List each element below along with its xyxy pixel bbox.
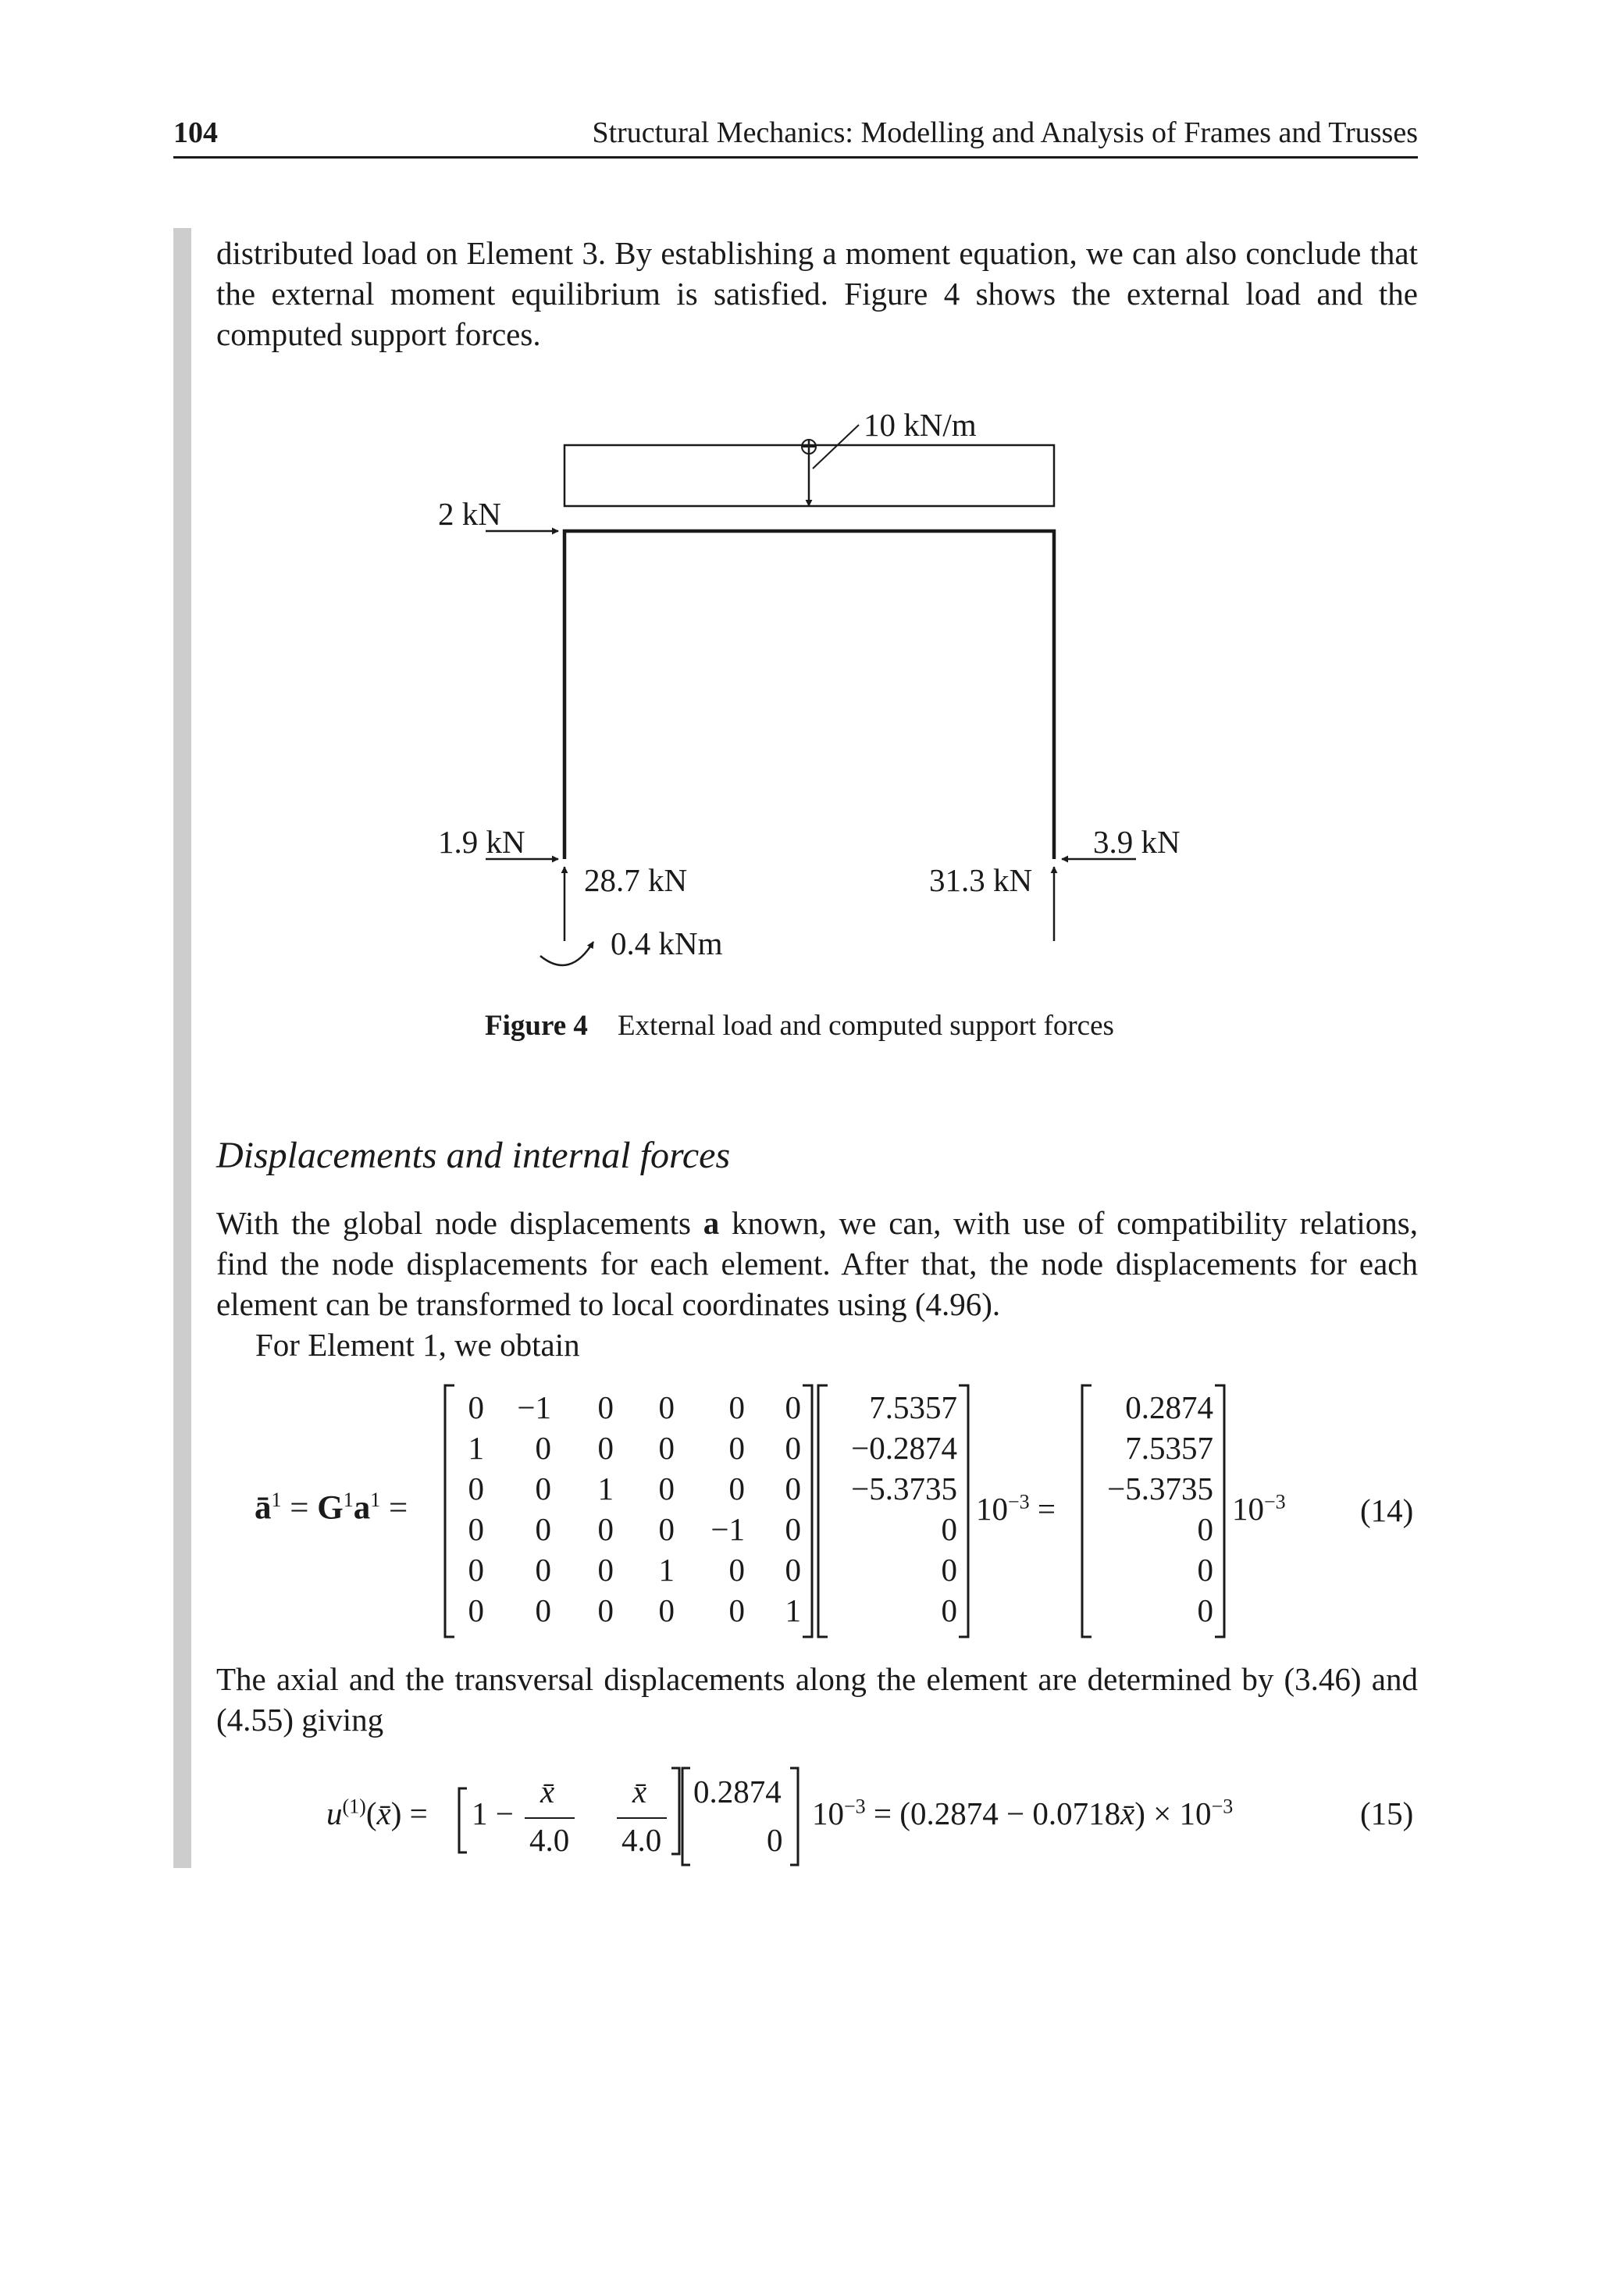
a-vector-cell: −5.3735 (851, 1471, 957, 1506)
g-matrix-cell: −1 (517, 1389, 551, 1425)
figure-caption-label: Figure 4 (485, 1010, 588, 1042)
g-matrix-cell: 0 (597, 1592, 614, 1628)
paragraph-displacements-part1: With the global node displacements (216, 1205, 703, 1241)
section-heading: Displacements and internal forces (216, 1135, 731, 1176)
g-matrix-cell: 1 (785, 1592, 801, 1628)
g-matrix-cell: 1 (658, 1552, 675, 1588)
paragraph-element1: For Element 1, we obtain (255, 1327, 580, 1363)
g-matrix-cell: 0 (535, 1430, 551, 1466)
g-matrix-cell: 0 (728, 1592, 745, 1628)
left-vertical-force-label: 28.7 kN (584, 862, 688, 898)
g-matrix-cell: 0 (468, 1471, 484, 1506)
paragraph-displacements-bold: a (703, 1205, 720, 1241)
g-matrix-cell: 0 (728, 1552, 745, 1588)
eq15-vector-0: 0.2874 (693, 1774, 782, 1809)
g-matrix-cell: 0 (785, 1552, 801, 1588)
g-matrix-cell: 0 (785, 1430, 801, 1466)
paragraph-displacements-part2: known, we can, with use of compatibility relations, find the node displacements for each element. After that, the node displacements for each element can be transformed to local coordinates using (4.96). (216, 1205, 1419, 1322)
result-vector-cell: 0 (1197, 1511, 1213, 1547)
g-matrix-cell: 0 (728, 1389, 745, 1425)
g-matrix-cell: 1 (597, 1471, 614, 1506)
figure-caption-text: External load and computed support forces (617, 1010, 1114, 1042)
eq15-result-tail: ) × 10 (1134, 1795, 1212, 1831)
result-vector-cell: 0 (1197, 1592, 1213, 1628)
eq15-result-exp: −3 (1211, 1795, 1234, 1818)
right-horizontal-force-label: 3.9 kN (1093, 824, 1181, 860)
a-vector-cell: 0 (941, 1552, 957, 1588)
running-title: Structural Mechanics: Modelling and Analysis of Frames and Trusses (592, 116, 1418, 149)
eq14-factor-exp-1: −3 (1008, 1490, 1030, 1513)
eq14-factor-exp-2: −3 (1264, 1490, 1286, 1513)
eq15-one: 1 − (472, 1795, 514, 1831)
a-vector-cell: −0.2874 (851, 1430, 957, 1466)
eq15-factor-exp: −3 (844, 1795, 866, 1818)
eq14-factor-base-2: 10 (1232, 1491, 1264, 1527)
g-matrix-cell: 0 (597, 1552, 614, 1588)
eq15-factor-base: 10 (812, 1795, 844, 1831)
g-matrix-cell: 0 (785, 1511, 801, 1547)
paragraph-axial-text: The axial and the transversal displacements along the element are determined by (3.46) and (4.55) giving (216, 1661, 1418, 1738)
page-number: 104 (173, 116, 218, 149)
eq15-one-value: 1 (472, 1795, 488, 1831)
g-matrix-cell: 0 (468, 1511, 484, 1547)
a-vector-cell: 7.5357 (869, 1389, 957, 1425)
g-matrix-cell: 0 (658, 1389, 675, 1425)
left-moment-label: 0.4 kNm (611, 925, 723, 961)
horizontal-load-label: 2 kN (438, 496, 501, 532)
eq15-lhs: $u^{(1)}(x̄)$ = (326, 1795, 428, 1831)
left-horizontal-force-label: 1.9 kN (438, 824, 525, 860)
g-matrix-cell: 1 (468, 1430, 484, 1466)
eq15-rhs: $10^{-3} = (0.2874$ − 0.0718x̄) × $10^{-3}$ (812, 1795, 1234, 1831)
g-matrix-cell: 0 (535, 1552, 551, 1588)
result-vector-cell: 7.5357 (1125, 1430, 1213, 1466)
g-matrix-cell: 0 (658, 1592, 675, 1628)
g-matrix-cell: −1 (710, 1511, 745, 1547)
a-vector-cell: 0 (941, 1511, 957, 1547)
g-matrix-cell: 0 (658, 1430, 675, 1466)
g-matrix-cell: 0 (597, 1389, 614, 1425)
eq15-num-1: x̄ (540, 1774, 555, 1809)
g-matrix-cell: 0 (728, 1471, 745, 1506)
eq15-den-2: 4.0 (621, 1822, 662, 1858)
result-vector-cell: 0.2874 (1125, 1389, 1213, 1425)
g-matrix-cell: 0 (535, 1592, 551, 1628)
eq15-number: (15) (1360, 1795, 1414, 1831)
g-matrix-cell: 0 (535, 1471, 551, 1506)
paragraph-intro-text: distributed load on Element 3. By establishing a moment equation, we can also conclude that the external moment equilibrium is satisfied. Figure 4 shows the external load and the computed support forces. (216, 235, 1418, 352)
g-matrix-cell: 0 (728, 1430, 745, 1466)
g-matrix-cell: 0 (468, 1552, 484, 1588)
g-matrix-cell: 0 (468, 1389, 484, 1425)
g-matrix-cell: 0 (535, 1511, 551, 1547)
eq15-vector-1: 0 (767, 1822, 783, 1858)
right-vertical-force-label: 31.3 kN (929, 862, 1033, 898)
g-matrix-cell: 0 (785, 1471, 801, 1506)
a-vector-cell: 0 (941, 1592, 957, 1628)
distributed-load-label: 10 kN/m (864, 407, 977, 443)
result-vector-cell: 0 (1197, 1552, 1213, 1588)
eq15-den-1: 4.0 (529, 1822, 570, 1858)
eq15-num-2: x̄ (632, 1774, 647, 1809)
g-matrix-cell: 0 (597, 1430, 614, 1466)
eq14-factor-1: $10^{-3}$ = (976, 1490, 1056, 1527)
g-matrix-cell: 0 (658, 1511, 675, 1547)
g-matrix-cell: 0 (785, 1389, 801, 1425)
eq14-number: (14) (1360, 1492, 1414, 1528)
eq14-factor-base-1: 10 (976, 1491, 1008, 1527)
eq14-lhs: $ā^1 = G^1a^1$ = (255, 1488, 408, 1527)
g-matrix-cell: 0 (468, 1592, 484, 1628)
result-vector-cell: −5.3735 (1107, 1471, 1213, 1506)
g-matrix-cell: 0 (597, 1511, 614, 1547)
eq15-result: = (0.2874 − 0.0718 (873, 1795, 1121, 1831)
g-matrix-cell: 0 (658, 1471, 675, 1506)
